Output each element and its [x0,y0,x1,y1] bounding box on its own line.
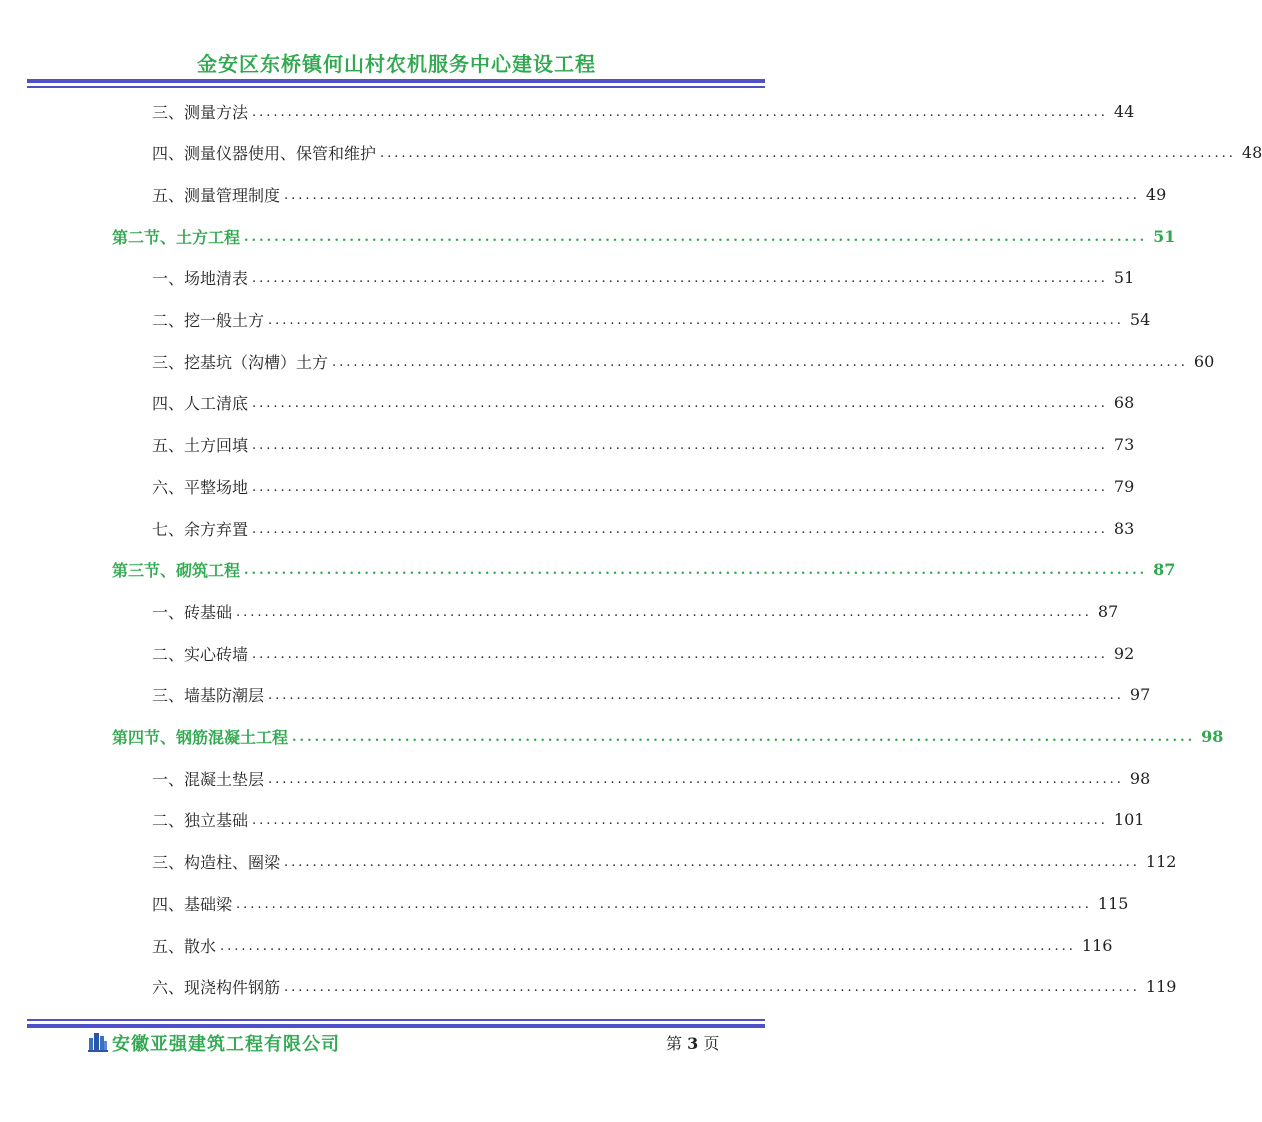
toc-entry-page: 44 [1113,101,1135,121]
toc-entry-page: 112 [1145,852,1177,872]
toc-entry[interactable] [152,597,1119,625]
toc-dot-leader: ........................................................................................................................ [220,938,1076,954]
toc-dot-leader: ........................................................................................................................ [252,396,1108,412]
toc-entry-label: 五、土方回填 [152,436,249,456]
page-number [666,1031,719,1054]
toc-entry[interactable] [152,889,1129,917]
toc-entry-label: 三、挖基坑（沟槽）土方 [152,352,329,372]
toc-entry-label: 四、基础梁 [152,894,233,914]
toc-dot-leader: ........................................................................................................................ [252,104,1108,120]
toc-entry-page: 79 [1113,476,1135,496]
toc-entry-page: 60 [1193,351,1215,371]
toc-entry[interactable] [152,848,1177,876]
toc-dot-leader: ........................................................................................................................ [252,646,1108,662]
toc-entry-label: 三、测量方法 [152,102,249,122]
toc-entry-page: 87 [1153,560,1176,580]
toc-entry-page: 54 [1129,310,1151,329]
page-prefix: 第 [666,1034,683,1053]
page-number-value: 3 [687,1034,699,1053]
toc-entry[interactable] [152,431,1135,459]
toc-entry-label: 六、现浇构件钢筋 [152,978,281,998]
toc-dot-leader: ........................................................................................................................ [244,229,1148,245]
toc-dot-leader: ........................................................................................................................ [292,730,1196,745]
document-title: 金安区东桥镇何山村农机服务中心建设工程 [197,52,596,76]
toc-dot-leader: ........................................................................................................................ [284,187,1140,203]
toc-entry[interactable] [152,180,1167,208]
building-logo-icon [88,1030,108,1052]
toc-entry-page: 73 [1113,435,1135,455]
toc-entry-page: 68 [1113,393,1135,413]
toc-entry[interactable] [152,931,1113,959]
toc-entry-page: 101 [1113,810,1145,830]
toc-entry-page: 119 [1145,977,1177,997]
toc-entry-page: 51 [1113,268,1135,288]
toc-dot-leader: ........................................................................................................................ [284,980,1140,996]
header-rule-thin [27,86,765,88]
toc-section-entry[interactable] [112,222,1176,250]
toc-dot-leader: ........................................................................................................................ [236,604,1092,620]
company-name: 安徽亚强建筑工程有限公司 [112,1034,340,1055]
toc-entry-page: 116 [1081,935,1113,955]
toc-entry-label: 二、独立基础 [152,811,249,831]
toc-entry[interactable] [152,764,1151,792]
toc-dot-leader: ........................................................................................................................ [332,354,1188,370]
header-rule-thick [27,79,765,83]
toc-entry-label: 一、砖基础 [152,602,233,622]
toc-dot-leader: ........................................................................................................................ [244,563,1148,579]
footer-rule-thick [27,1024,765,1028]
toc-entry-page: 97 [1129,685,1151,705]
toc-entry-label: 四、测量仪器使用、保管和维护 [152,144,377,164]
toc-entry-page: 98 [1129,768,1151,788]
toc-entry-label: 二、挖一般土方 [152,311,265,330]
toc-entry[interactable] [152,389,1135,417]
toc-entry-label: 第四节、钢筋混凝土工程 [112,728,289,747]
toc-entry[interactable] [152,97,1135,125]
toc-dot-leader: ........................................................................................................................ [268,313,1124,328]
footer-rule-thin [27,1019,765,1021]
toc-dot-leader: ........................................................................................................................ [268,688,1124,704]
toc-entry-label: 四、人工清底 [152,394,249,414]
toc-dot-leader: ........................................................................................................................ [284,855,1140,871]
toc-dot-leader: ........................................................................................................................ [236,896,1092,912]
toc-dot-leader: ........................................................................................................................ [252,521,1108,537]
toc-entry-label: 五、散水 [152,936,217,956]
toc-entry-page: 51 [1153,226,1176,246]
toc-entry[interactable] [152,306,1151,334]
toc-dot-leader: ........................................................................................................................ [268,771,1124,787]
toc-entry-label: 六、平整场地 [152,477,249,497]
toc-entry[interactable] [152,806,1145,834]
toc-entry[interactable] [152,139,1262,167]
toc-entry-label: 一、场地清表 [152,269,249,289]
toc-entry-label: 七、余方弃置 [152,519,249,539]
toc-entry-label: 三、构造柱、圈梁 [152,853,281,873]
toc-entry[interactable] [152,639,1135,667]
toc-entry-page: 83 [1113,518,1135,538]
toc-entry-label: 二、实心砖墙 [152,644,249,664]
page-suffix: 页 [703,1034,720,1053]
toc-dot-leader: ........................................................................................................................ [252,438,1108,454]
toc-entry-label: 第三节、砌筑工程 [112,561,241,581]
toc-entry-page: 98 [1201,727,1224,746]
toc-entry-page: 48 [1241,143,1262,163]
toc-entry-label: 三、墙基防潮层 [152,686,265,706]
toc-entry-page: 49 [1145,184,1167,204]
toc-entry[interactable] [152,472,1135,500]
toc-entry[interactable] [152,681,1151,709]
toc-entry-page: 92 [1113,643,1135,663]
toc-entry-label: 一、混凝土垫层 [152,769,265,789]
toc-entry[interactable] [152,264,1135,292]
toc-dot-leader: ........................................................................................................................ [252,479,1108,495]
toc-entry-label: 第二节、土方工程 [112,227,241,247]
toc-dot-leader: ........................................................................................................................ [380,146,1236,162]
toc-entry[interactable] [152,973,1177,1001]
toc-dot-leader: ........................................................................................................................ [252,271,1108,287]
toc-entry-label: 五、测量管理制度 [152,185,281,205]
toc-entry[interactable] [152,347,1215,375]
toc-section-entry[interactable] [112,556,1176,584]
toc-entry[interactable] [152,514,1135,542]
toc-entry-page: 115 [1097,893,1129,913]
toc-entry-page: 87 [1097,601,1119,621]
toc-section-entry[interactable] [112,723,1224,751]
toc-dot-leader: ........................................................................................................................ [252,813,1108,829]
